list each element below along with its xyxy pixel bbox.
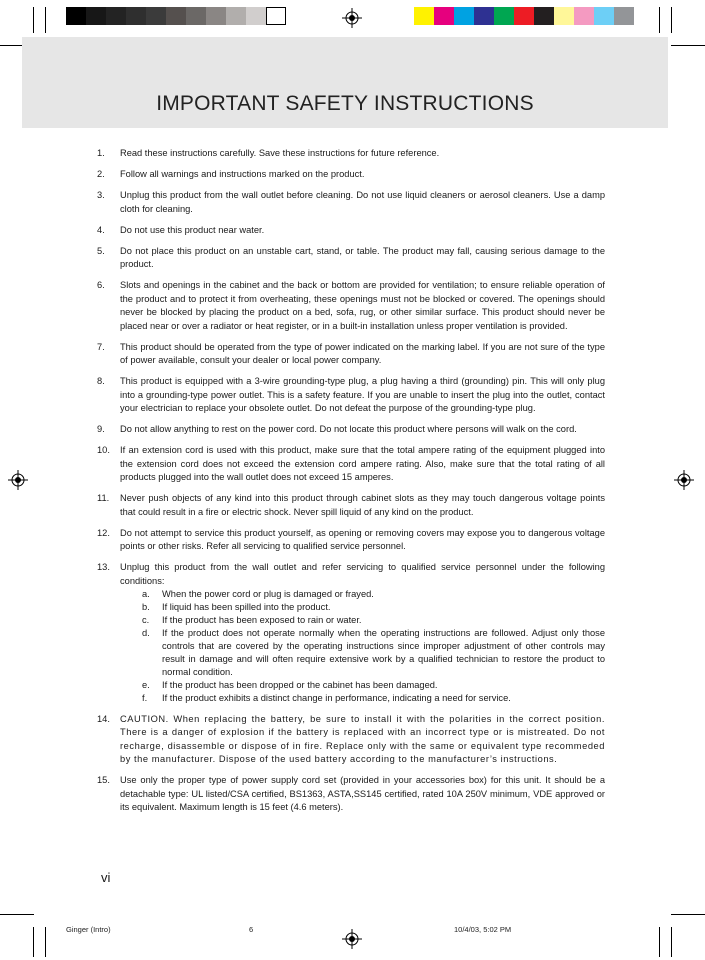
instruction-body (120, 561, 605, 705)
crop-mark (659, 927, 660, 957)
instruction-text: This product is equipped with a 3-wire grounding-type plug, a plug having a third (grounding) pin. This will only plug into a grounding-type power outlet. This is a safety feature. If you are unable to insert the plug into the outlet, contact your electrician to replace your obsolete outlet. Do not defeat the purpose of the grounding-type plug. (120, 376, 605, 413)
sub-condition-item (120, 614, 605, 627)
instruction-item (97, 279, 605, 333)
calibration-swatch (474, 7, 494, 25)
calibration-swatch (614, 7, 634, 25)
crop-mark (671, 914, 705, 915)
instruction-text: Unplug this product from the wall outlet and refer servicing to qualified service personnel under the following conditions: (120, 562, 605, 586)
instruction-number: 11. (97, 493, 110, 503)
crop-mark (33, 7, 34, 33)
instruction-body (120, 527, 605, 554)
instruction-item (97, 527, 605, 554)
instruction-text: Do not attempt to service this product yourself, as opening or removing covers may expose you to dangerous voltage points or other risks. Refer all servicing to qualified service personnel. (120, 527, 605, 551)
instruction-text: Do not use this product near water. (120, 224, 265, 235)
instruction-item (97, 341, 605, 368)
crop-mark (671, 927, 672, 957)
instruction-number: 2. (97, 169, 105, 179)
registration-mark-icon (8, 470, 28, 490)
instruction-body (120, 492, 605, 519)
instruction-item (97, 168, 605, 182)
instruction-item (97, 561, 605, 705)
calibration-swatch (574, 7, 594, 25)
instruction-text: Do not allow anything to rest on the power cord. Do not locate this product where persons will walk on the cord. (120, 424, 577, 434)
crop-mark (45, 927, 46, 957)
sub-condition-item (120, 627, 605, 679)
instruction-number: 8. (97, 376, 105, 386)
instruction-number: 13. (97, 562, 110, 572)
calibration-swatch (206, 7, 226, 25)
sub-condition-item (120, 692, 605, 705)
footer-sheet-number: 6 (249, 925, 254, 934)
instruction-item (97, 713, 605, 767)
instruction-body (120, 423, 605, 437)
calibration-swatch (226, 7, 246, 25)
instruction-item (97, 224, 605, 238)
calibration-swatch (146, 7, 166, 25)
instruction-number: 1. (97, 148, 105, 158)
instruction-body (120, 713, 605, 767)
sub-condition-letter: d. (142, 628, 150, 638)
instruction-item (97, 375, 605, 416)
sub-condition-text: If the product has been exposed to rain or water. (162, 615, 362, 625)
sub-condition-item (120, 588, 605, 601)
calibration-swatch (126, 7, 146, 25)
title-band (22, 37, 668, 128)
calibration-swatch (434, 7, 454, 25)
page-title: IMPORTANT SAFETY INSTRUCTIONS (156, 92, 534, 115)
instructions-list (97, 147, 605, 822)
instruction-item (97, 147, 605, 161)
instruction-body (120, 147, 605, 161)
registration-mark-icon (342, 929, 362, 949)
registration-mark-icon (674, 470, 694, 490)
calibration-swatch (534, 7, 554, 25)
sub-condition-letter: a. (142, 589, 150, 599)
instruction-text: Do not place this product on an unstable cart, stand, or table. The product may fall, causing serious damage to the product. (120, 245, 605, 269)
calibration-swatch (414, 7, 434, 25)
color-calibration-bar (414, 7, 634, 25)
crop-mark (659, 7, 660, 33)
instruction-item (97, 444, 605, 485)
instruction-text: Use only the proper type of power supply cord set (provided in your accessories box) for this unit. It should be a detachable type: UL listed/CSA certified, BS1363, ASTA,SS145 certified, rated 10A 250V minimum, VDE approved or its equivalent. Maximum length is 15 feet (4.6 meters). (120, 775, 605, 812)
instruction-item (97, 423, 605, 437)
instruction-number: 12. (97, 527, 110, 538)
grayscale-calibration-bar (66, 7, 286, 25)
calibration-swatch (86, 7, 106, 25)
calibration-swatch (166, 7, 186, 25)
crop-mark (0, 914, 34, 915)
calibration-swatch (494, 7, 514, 25)
instruction-body (120, 279, 605, 333)
instruction-item (97, 245, 605, 272)
footer-datetime: 10/4/03, 5:02 PM (454, 925, 512, 934)
calibration-swatch (246, 7, 266, 25)
instruction-item (97, 774, 605, 815)
sub-condition-text: If the product has been dropped or the cabinet has been damaged. (162, 680, 438, 690)
crop-mark (671, 45, 705, 46)
instruction-number: 7. (97, 341, 105, 352)
crop-mark (671, 7, 672, 33)
sub-condition-item (120, 601, 605, 614)
instruction-number: 6. (97, 280, 105, 290)
sub-condition-letter: c. (142, 615, 150, 625)
calibration-swatch (454, 7, 474, 25)
footer-file-name: Ginger (Intro) (66, 925, 111, 934)
instruction-number: 4. (97, 224, 105, 235)
page-number: vi (101, 870, 111, 885)
instruction-text: Follow all warnings and instructions marked on the product. (120, 169, 365, 179)
instruction-number: 15. (97, 775, 110, 785)
sub-condition-letter: f. (142, 693, 148, 703)
instruction-body (120, 189, 605, 216)
instruction-number: 9. (97, 424, 105, 434)
instruction-number: 14. (97, 713, 110, 724)
calibration-swatch (514, 7, 534, 25)
sub-condition-item (120, 679, 605, 692)
calibration-swatch (554, 7, 574, 25)
instruction-body (120, 224, 605, 238)
instruction-text: Slots and openings in the cabinet and the back or bottom are provided for ventilation; to ensure reliable operation of the product and to protect it from overheating, these openings must not be blocked or covered. The openings should never be blocked by placing the product on a bed, sofa, rug, or other similar surface. This product should never be placed near or over a radiator or heat register, or in a built-in installation unless proper ventilation is provided. (120, 280, 605, 331)
instruction-text: If an extension cord is used with this product, make sure that the total ampere rating of the equipment plugged into the extension cord does not exceed the extension cord ampere rating. Also, make sure that the total rating of all products plugged into the wall outlet does not exceed 15 amperes. (120, 445, 605, 482)
calibration-swatch (66, 7, 86, 25)
calibration-swatch (186, 7, 206, 25)
sub-condition-text: If the product does not operate normally when the operating instructions are followed. Adjust only those controls that are covered by the operating instructions since improper adjustment of other controls may result in damage and will often require extensive work by a qualified technician to restore the product to normal condition. (162, 628, 605, 677)
registration-mark-icon (342, 8, 362, 28)
sub-condition-text: If liquid has been spilled into the product. (162, 602, 331, 612)
instruction-item (97, 492, 605, 519)
instruction-body (120, 341, 605, 368)
instruction-number: 5. (97, 245, 105, 256)
sub-condition-text: When the power cord or plug is damaged or frayed. (162, 589, 374, 599)
sub-condition-letter: b. (142, 602, 150, 612)
instruction-body (120, 444, 605, 485)
instruction-body (120, 375, 605, 416)
sub-condition-text: If the product exhibits a distinct change in performance, indicating a need for service. (162, 693, 511, 703)
instruction-text: This product should be operated from the type of power indicated on the marking label. If you are not sure of the type of power available, consult your dealer or local power company. (120, 341, 605, 365)
instruction-text: Read these instructions carefully. Save these instructions for future reference. (120, 148, 440, 158)
instruction-number: 3. (97, 190, 105, 200)
instruction-text: Unplug this product from the wall outlet before cleaning. Do not use liquid cleaners or aerosol cleaners. Use a damp cloth for cleaning. (120, 190, 605, 214)
instruction-number: 10. (97, 445, 110, 455)
instruction-body (120, 774, 605, 815)
calibration-swatch (106, 7, 126, 25)
instruction-text: CAUTION. When replacing the battery, be sure to install it with the polarities in the correct position. There is a danger of explosion if the battery is replaced with an incorrect type or is mistreated. Do not recharge, disassemble or dispose of in fire. Replace only with the same or equivalent type recommeded by the manufacturer. Dispose of the used battery according to the manufacturer’s instructions. (120, 713, 605, 764)
instruction-body (120, 245, 605, 272)
calibration-swatch (266, 7, 286, 25)
sub-condition-letter: e. (142, 680, 150, 690)
crop-mark (45, 7, 46, 33)
crop-mark (33, 927, 34, 957)
calibration-swatch (594, 7, 614, 25)
instruction-text: Never push objects of any kind into this product through cabinet slots as they may touch dangerous voltage points that could result in a fire or electric shock. Never spill liquid of any kind on the product. (120, 493, 605, 517)
instruction-item (97, 189, 605, 216)
instruction-body (120, 168, 605, 182)
